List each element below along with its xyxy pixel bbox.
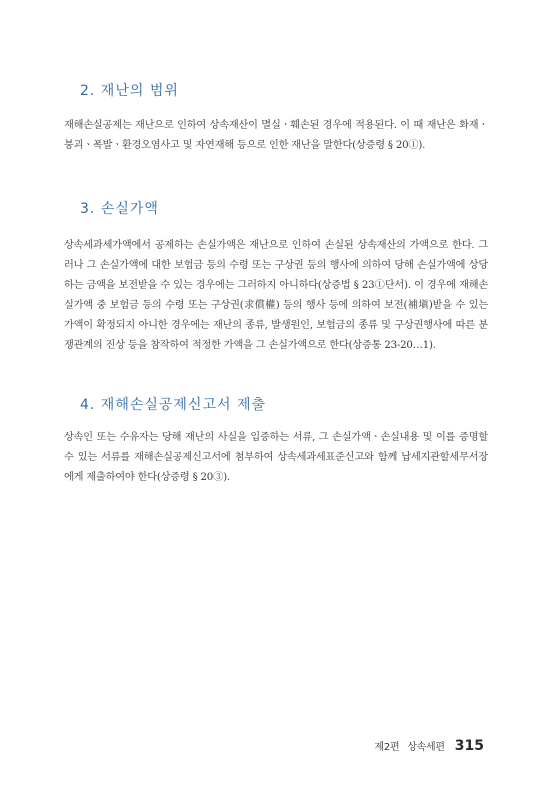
paragraph-report-submission: 상속인 또는 수유자는 당해 재난의 사실을 입증하는 서류, 그 손실가액ㆍ손실내용 및 이를 증명할 수 있는 서류를 재해손실공제신고서에 첨부하여 상속세과세표준신고와 함께 납세지관할세무서장에게 제출하여야 한다(상증령 § 20③). bbox=[64, 432, 488, 483]
footer-chapter: 제2편 bbox=[374, 742, 400, 753]
page-number: 315 bbox=[454, 738, 484, 754]
section-title-report-submission: 4. 재해손실공제신고서 제출 bbox=[80, 397, 267, 413]
page-footer bbox=[375, 738, 484, 756]
paragraph-loss-amount: 상속세과세가액에서 공제하는 손실가액은 재난으로 인하여 손실된 상속재산의 가액으로 한다. 그러나 그 손실가액에 대한 보험금 등의 수령 또는 구상권 등의 행사에 의하여 당해 손실가액에 상당하는 금액을 보전받을 수 있는 경우에는 그러하지 아니하다(상증법 § 23①단서). 이 경우에 재해손실가액 중 보험금 등의 수령 또는 구상권(求償權) 등의 행사 등에 의하여 보전(補塡)받을 수 있는 가액이 확정되지 아니한 경우에는 재난의 종류, 발생원인, 보험금의 종류 및 구상권행사에 따른 분쟁관계의 진상 등을 참작하여 적정한 가액을 그 손실가액으로 한다(상증통 23-20…1). bbox=[64, 240, 488, 351]
footer-section: 상속세편 bbox=[407, 742, 445, 753]
paragraph-disaster-scope: 재해손실공제는 재난으로 인하여 상속재산이 멸실ㆍ훼손된 경우에 적용된다. 이 때 재난은 화재ㆍ붕괴ㆍ폭발ㆍ환경오염사고 및 자연재해 등으로 인한 재난을 말한다(상증령 § 20①). bbox=[64, 120, 488, 151]
section-title-disaster-scope: 2. 재난의 범위 bbox=[80, 83, 179, 99]
section-title-loss-amount: 3. 손실가액 bbox=[80, 201, 159, 217]
